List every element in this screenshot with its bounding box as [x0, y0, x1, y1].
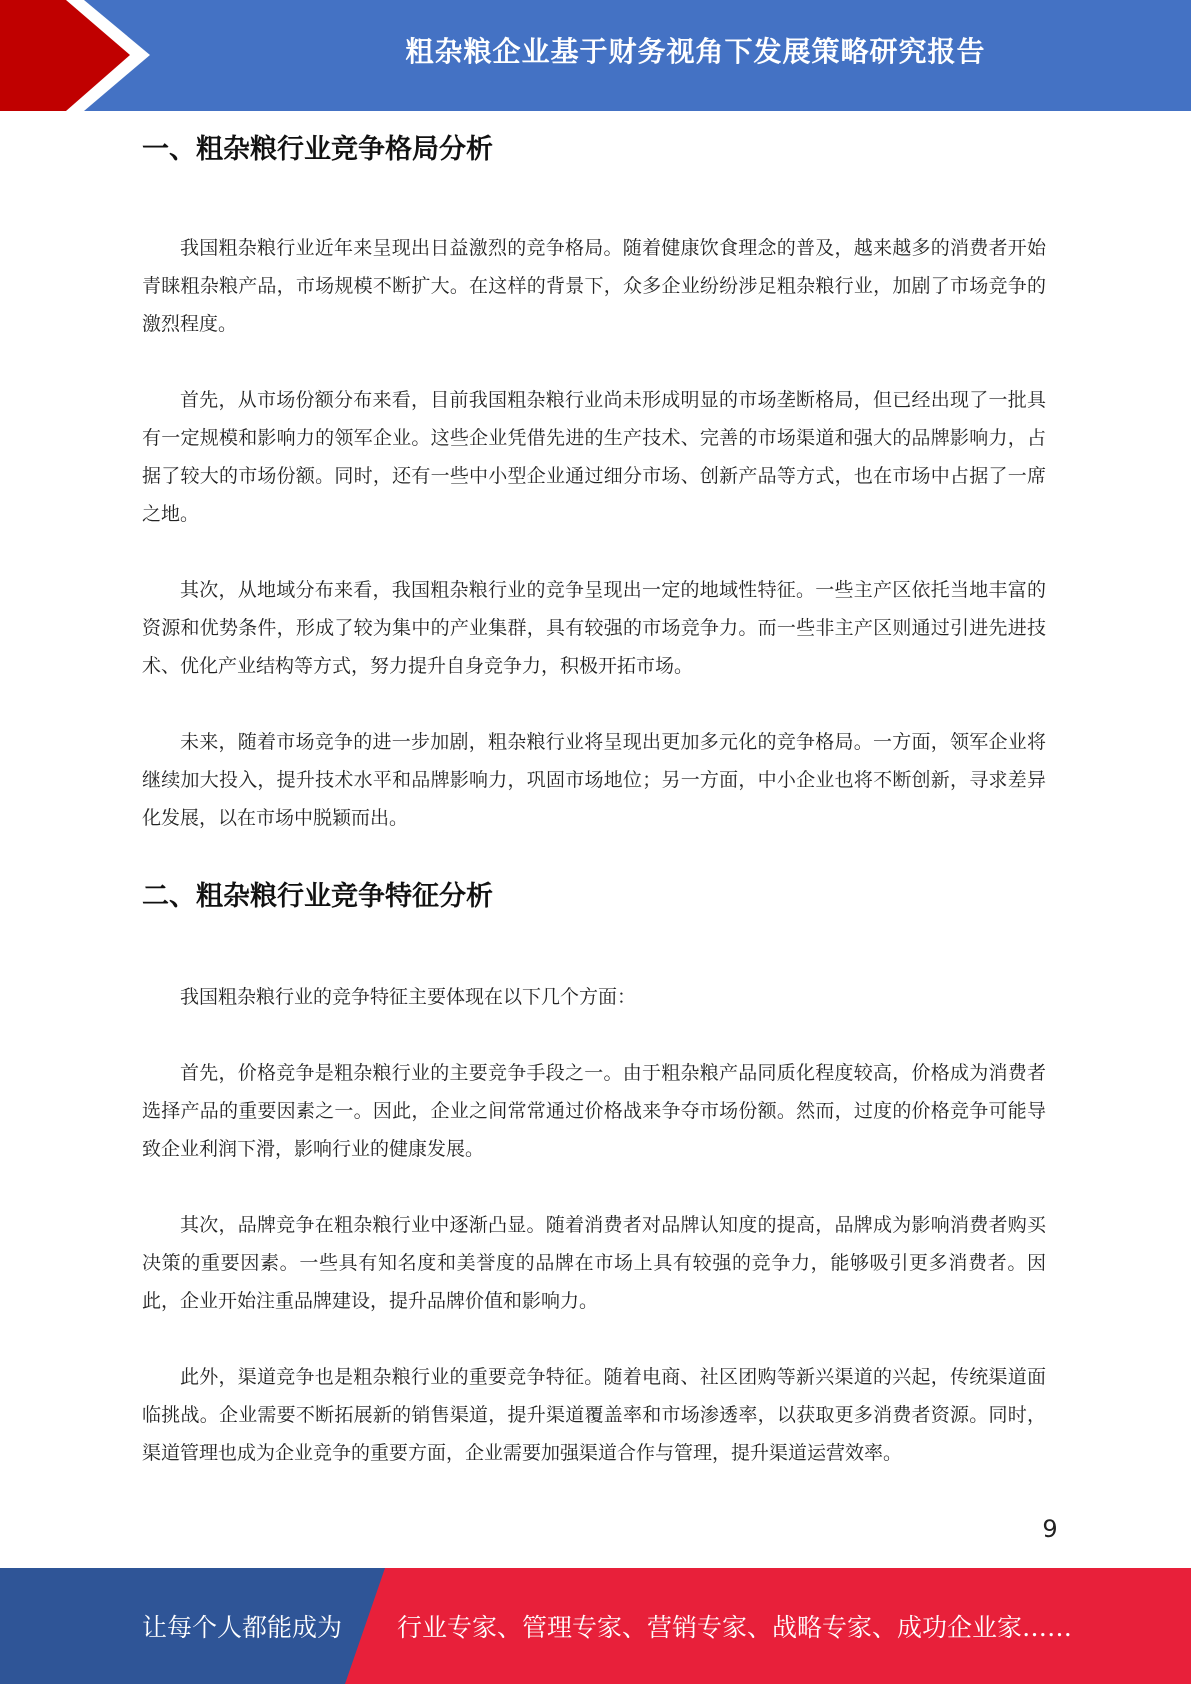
paragraph: 此外，渠道竞争也是粗杂粮行业的重要竞争特征。随着电商、社区团购等新兴渠道的兴起，传统渠道面临挑战。企业需要不断拓展新的销售渠道，提升渠道覆盖率和市场渗透率，以获取更多消费者资源。同时，渠道管理也成为企业竞争的重要方面，企业需要加强渠道合作与管理，提升渠道运营效率。	[142, 1365, 1046, 1464]
document-title: 粗杂粮企业基于财务视角下发展策略研究报告	[405, 35, 986, 68]
paragraph: 首先，价格竞争是粗杂粮行业的主要竞争手段之一。由于粗杂粮产品同质化程度较高，价格成为消费者选择产品的重要因素之一。因此，企业之间常常通过价格战来争夺市场份额。然而，过度的价格竞争可能导致企业利润下滑，影响行业的健康发展。	[142, 1061, 1046, 1160]
paragraph: 首先，从市场份额分布来看，目前我国粗杂粮行业尚未形成明显的市场垄断格局，但已经出现了一批具有一定规模和影响力的领军企业。这些企业凭借先进的生产技术、完善的市场渠道和强大的品牌影响力，占据了较大的市场份额。同时，还有一些中小型企业通过细分市场、创新产品等方式，也在市场中占据了一席之地。	[142, 389, 1046, 526]
paragraph: 其次，品牌竞争在粗杂粮行业中逐渐凸显。随着消费者对品牌认知度的提高，品牌成为影响消费者购买决策的重要因素。一些具有知名度和美誉度的品牌在市场上具有较强的竞争力，能够吸引更多消费者。因此，企业开始注重品牌建设，提升品牌价值和影响力。	[142, 1213, 1046, 1312]
chevron-decoration-icon	[0, 0, 160, 111]
main-content	[142, 111, 1046, 1472]
footer-slogan-right: 行业专家、管理专家、营销专家、战略专家、成功企业家……	[397, 1613, 1073, 1642]
paragraph: 未来，随着市场竞争的进一步加剧，粗杂粮行业将呈现出更加多元化的竞争格局。一方面，领军企业将继续加大投入，提升技术水平和品牌影响力，巩固市场地位；另一方面，中小企业也将不断创新，寻求差异化发展，以在市场中脱颖而出。	[142, 731, 1046, 830]
paragraph: 其次，从地域分布来看，我国粗杂粮行业的竞争呈现出一定的地域性特征。一些主产区依托当地丰富的资源和优势条件，形成了较为集中的产业集群，具有较强的市场竞争力。而一些非主产区则通过引进先进技术、优化产业结构等方式，努力提升自身竞争力，积极开拓市场。	[142, 579, 1046, 678]
paragraph: 我国粗杂粮行业近年来呈现出日益激烈的竞争格局。随着健康饮食理念的普及，越来越多的消费者开始青睐粗杂粮产品，市场规模不断扩大。在这样的背景下，众多企业纷纷涉足粗杂粮行业，加剧了市场竞争的激烈程度。	[142, 237, 1046, 336]
section-title: 二、粗杂粮行业竞争特征分析	[142, 881, 493, 913]
footer-slogan-left: 让每个人都能成为	[142, 1613, 343, 1642]
section-title: 一、粗杂粮行业竞争格局分析	[142, 134, 493, 165]
page-number: 9	[1042, 1515, 1058, 1543]
footer-band	[0, 1568, 1191, 1684]
header-band	[0, 0, 1191, 111]
paragraph: 我国粗杂粮行业的竞争特征主要体现在以下几个方面：	[180, 985, 637, 1008]
